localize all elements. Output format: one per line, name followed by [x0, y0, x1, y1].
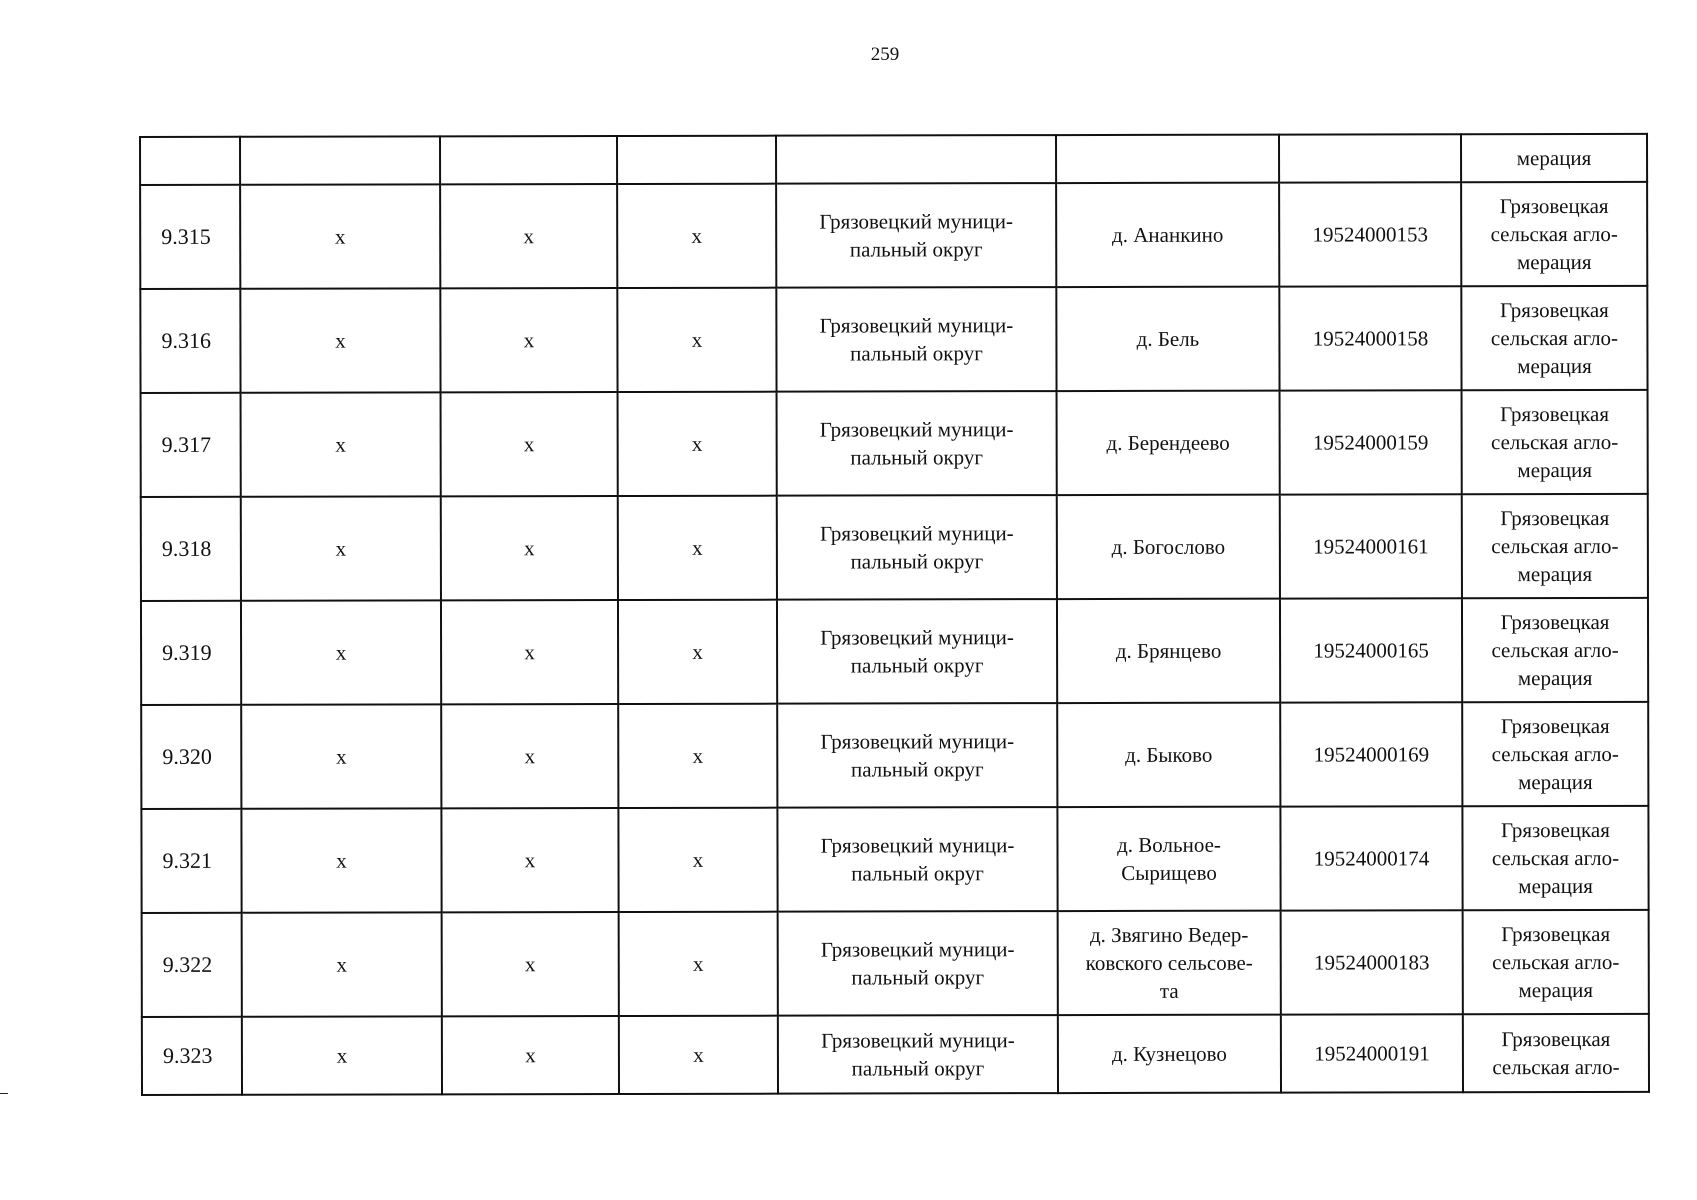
column-4-cell: х	[618, 808, 777, 912]
district-cell: Грязовецкий муници- пальный округ	[777, 599, 1057, 704]
settlement-cell: д. Берендеево	[1057, 391, 1280, 495]
settlements-table	[139, 133, 1650, 1096]
column-4-cell: х	[619, 912, 778, 1016]
district-cell: Грязовецкий муници- пальный округ	[777, 703, 1057, 808]
table-cell	[440, 136, 617, 184]
column-3-cell: х	[441, 808, 618, 912]
table-cell	[776, 135, 1056, 184]
oktmo-code-cell: 19524000158	[1279, 286, 1461, 390]
column-2-cell: х	[240, 288, 440, 392]
scan-margin-mark	[0, 1093, 8, 1094]
district-cell: Грязовецкий муници- пальный округ	[778, 911, 1058, 1016]
agglomeration-cell: мерация	[1461, 134, 1647, 182]
district-cell: Грязовецкий муници- пальный округ	[776, 287, 1056, 392]
column-2-cell: х	[241, 496, 441, 600]
oktmo-code-cell: 19524000191	[1281, 1014, 1463, 1092]
settlement-cell: д. Кузнецово	[1058, 1015, 1281, 1093]
row-number-cell: 9.316	[140, 289, 240, 393]
oktmo-code-cell: 19524000183	[1281, 910, 1463, 1014]
agglomeration-cell: Грязовецкая сельская агло-	[1463, 1014, 1649, 1092]
oktmo-code-cell: 19524000153	[1279, 182, 1461, 286]
agglomeration-cell: Грязовецкая сельская агло- мерация	[1461, 286, 1647, 390]
table-cell	[240, 136, 440, 184]
row-number-cell: 9.317	[141, 393, 241, 497]
settlement-cell: д. Вольное- Сырищево	[1057, 807, 1280, 911]
district-cell: Грязовецкий муници- пальный округ	[778, 1015, 1058, 1094]
district-cell: Грязовецкий муници- пальный округ	[777, 807, 1057, 912]
settlement-cell: д. Ананкино	[1056, 183, 1279, 287]
column-2-cell: х	[241, 808, 441, 912]
row-number-cell: 9.320	[141, 705, 241, 809]
table-cell	[617, 136, 776, 184]
table-row	[141, 598, 1648, 705]
column-2-cell: х	[240, 184, 440, 288]
column-3-cell: х	[441, 600, 618, 704]
column-2-cell: х	[242, 912, 442, 1016]
column-3-cell: х	[442, 1016, 619, 1094]
column-2-cell: х	[242, 1016, 442, 1094]
settlement-cell: д. Богослово	[1057, 495, 1280, 599]
district-cell: Грязовецкий муници- пальный округ	[776, 183, 1056, 288]
agglomeration-cell: Грязовецкая сельская агло- мерация	[1462, 702, 1648, 806]
table-row	[141, 702, 1648, 809]
column-4-cell: х	[618, 392, 777, 496]
column-3-cell: х	[440, 288, 617, 392]
oktmo-code-cell: 19524000169	[1280, 702, 1462, 806]
row-number-cell: 9.318	[141, 497, 241, 601]
table-cell	[140, 137, 240, 185]
column-4-cell: х	[618, 496, 777, 600]
page-number: 259	[870, 44, 900, 65]
column-4-cell: х	[618, 704, 777, 808]
table-row	[140, 286, 1647, 393]
table-cell	[1279, 134, 1461, 182]
column-2-cell: х	[241, 392, 441, 496]
continuation-row	[140, 134, 1647, 185]
column-4-cell: х	[618, 600, 777, 704]
column-2-cell: х	[241, 600, 441, 704]
settlement-cell: д. Звягино Ведер- ковского сельсове- та	[1058, 911, 1281, 1015]
row-number-cell: 9.315	[140, 185, 240, 289]
table-row	[141, 494, 1648, 601]
column-3-cell: х	[441, 704, 618, 808]
agglomeration-cell: Грязовецкая сельская агло- мерация	[1462, 806, 1648, 910]
agglomeration-cell: Грязовецкая сельская агло- мерация	[1462, 390, 1648, 494]
oktmo-code-cell: 19524000161	[1280, 494, 1462, 598]
table-row	[142, 1014, 1649, 1095]
column-3-cell: х	[441, 496, 618, 600]
oktmo-code-cell: 19524000159	[1280, 390, 1462, 494]
settlement-cell: д. Быково	[1057, 703, 1280, 807]
column-3-cell: х	[441, 392, 618, 496]
agglomeration-cell: Грязовецкая сельская агло- мерация	[1463, 910, 1649, 1014]
row-number-cell: 9.319	[141, 601, 241, 705]
row-number-cell: 9.322	[142, 913, 242, 1017]
column-3-cell: х	[440, 184, 617, 288]
district-cell: Грязовецкий муници- пальный округ	[777, 495, 1057, 600]
table-row	[141, 806, 1648, 913]
settlement-cell: д. Брянцево	[1057, 599, 1280, 703]
agglomeration-cell: Грязовецкая сельская агло- мерация	[1462, 494, 1648, 598]
column-4-cell: х	[617, 184, 776, 288]
row-number-cell: 9.321	[141, 809, 241, 913]
table-row	[140, 182, 1647, 289]
column-4-cell: х	[619, 1016, 778, 1094]
table-row	[142, 910, 1649, 1017]
column-2-cell: х	[241, 704, 441, 808]
oktmo-code-cell: 19524000174	[1280, 806, 1462, 910]
column-4-cell: х	[617, 288, 776, 392]
district-cell: Грязовецкий муници- пальный округ	[777, 391, 1057, 496]
table-row	[141, 390, 1648, 497]
table-body	[140, 134, 1649, 1095]
table-cell	[1056, 135, 1279, 183]
row-number-cell: 9.323	[142, 1017, 242, 1095]
settlement-cell: д. Бель	[1056, 287, 1279, 391]
column-3-cell: х	[442, 912, 619, 1016]
agglomeration-cell: Грязовецкая сельская агло- мерация	[1461, 182, 1647, 286]
oktmo-code-cell: 19524000165	[1280, 598, 1462, 702]
agglomeration-cell: Грязовецкая сельская агло- мерация	[1462, 598, 1648, 702]
